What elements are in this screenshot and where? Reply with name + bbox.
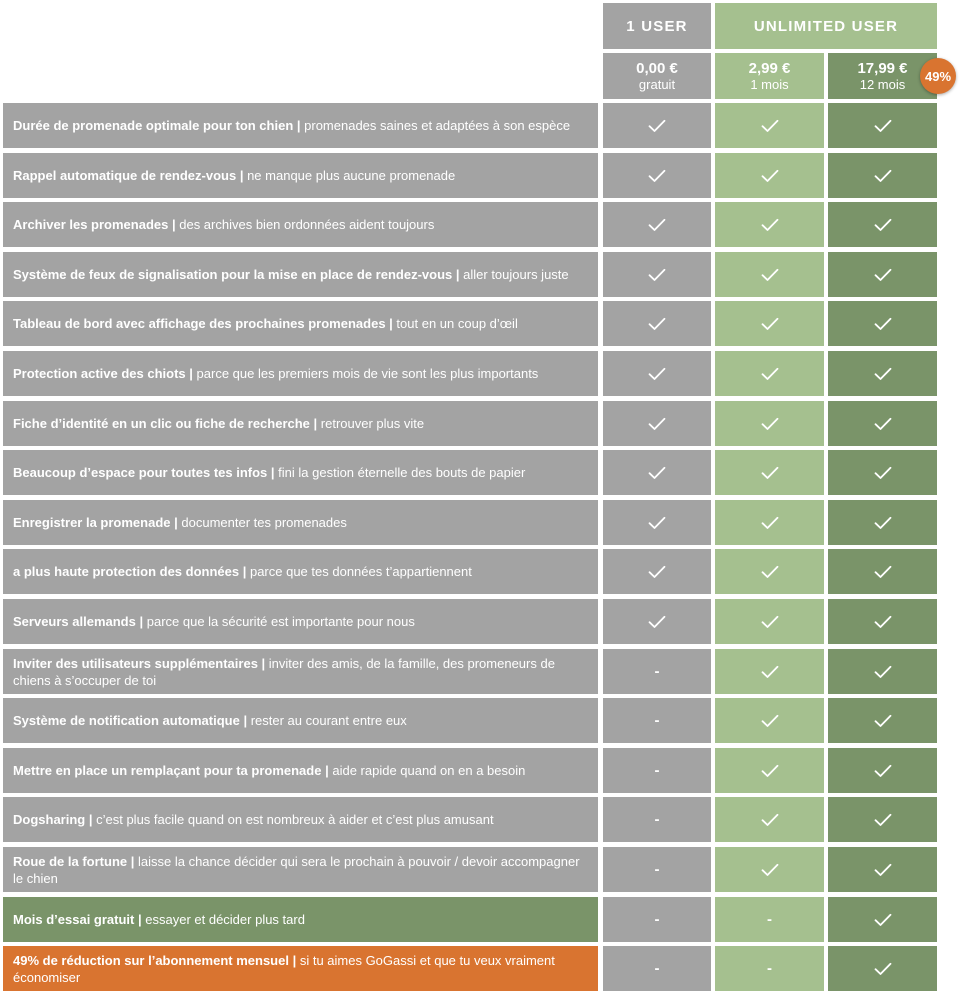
cell-free	[603, 401, 711, 446]
cell-free	[603, 500, 711, 545]
feature-description: retrouver plus vite	[320, 416, 425, 431]
checkmark-icon	[874, 565, 892, 579]
feature-row	[3, 649, 598, 694]
feature-description: promenades saines et adaptées à son espèce	[304, 118, 571, 133]
feature-text	[13, 712, 407, 729]
cell-yearly	[828, 401, 937, 446]
feature-row	[3, 847, 598, 892]
cell-monthly	[715, 599, 824, 644]
cell-monthly	[715, 698, 824, 743]
feature-separator: |	[239, 564, 250, 579]
feature-description: des archives bien ordonnées aident toujours	[179, 217, 435, 232]
checkmark-icon	[648, 565, 666, 579]
checkmark-icon	[648, 317, 666, 331]
feature-row	[3, 500, 598, 545]
feature-separator: |	[293, 118, 305, 133]
feature-title: Archiver les promenades	[13, 217, 169, 232]
price-monthly-period: 1 mois	[750, 77, 789, 92]
checkmark-icon	[648, 119, 666, 133]
checkmark-icon	[874, 863, 892, 877]
not-included-dash: -	[767, 960, 772, 977]
checkmark-icon	[648, 417, 666, 431]
feature-description: si tu aimes GoGassi et que tu veux vraiment économiser	[13, 952, 555, 985]
feature-separator: |	[185, 366, 197, 381]
cell-free	[603, 103, 711, 148]
cell-free	[603, 202, 711, 247]
feature-separator: |	[385, 316, 397, 331]
checkmark-icon	[874, 913, 892, 927]
feature-title: Enregistrer la promenade	[13, 515, 171, 530]
feature-separator: |	[309, 416, 321, 431]
checkmark-icon	[874, 466, 892, 480]
cell-yearly	[828, 847, 937, 892]
cell-yearly	[828, 252, 937, 297]
checkmark-icon	[761, 317, 779, 331]
checkmark-icon	[761, 367, 779, 381]
cell-monthly	[715, 401, 824, 446]
checkmark-icon	[761, 417, 779, 431]
cell-yearly	[828, 103, 937, 148]
checkmark-icon	[874, 665, 892, 679]
cell-yearly	[828, 946, 937, 991]
plan-header-1-user	[603, 3, 711, 49]
price-yearly-amount: 17,99 €	[857, 60, 908, 77]
cell-monthly	[715, 649, 824, 694]
feature-title: 49% de réduction sur l’abonnement mensuel	[13, 952, 289, 968]
checkmark-icon	[874, 268, 892, 282]
checkmark-icon	[874, 218, 892, 232]
plan-header-unlimited	[715, 3, 937, 49]
feature-title: Système de notification automatique	[13, 713, 240, 728]
feature-title: Roue de la fortune	[13, 853, 128, 869]
price-free[interactable]	[603, 53, 711, 99]
checkmark-icon	[874, 714, 892, 728]
checkmark-icon	[874, 119, 892, 133]
checkmark-icon	[761, 764, 779, 778]
feature-separator: |	[134, 912, 146, 927]
checkmark-icon	[761, 218, 779, 232]
cell-yearly	[828, 549, 937, 594]
cell-monthly	[715, 252, 824, 297]
cell-free	[603, 649, 711, 694]
checkmark-icon	[874, 169, 892, 183]
not-included-dash: -	[654, 762, 660, 779]
checkmark-icon	[761, 615, 779, 629]
feature-text	[13, 762, 525, 779]
checkmark-icon	[761, 119, 779, 133]
feature-text	[13, 216, 434, 233]
feature-text	[13, 613, 415, 630]
feature-text	[13, 853, 588, 887]
cell-yearly	[828, 897, 937, 942]
feature-row	[3, 351, 598, 396]
checkmark-icon	[761, 466, 779, 480]
not-included-dash: -	[654, 861, 660, 878]
feature-description: aller toujours juste	[463, 267, 569, 282]
not-included-dash: -	[654, 811, 660, 828]
checkmark-icon	[648, 169, 666, 183]
feature-text	[13, 811, 494, 828]
cell-monthly	[715, 897, 824, 942]
cell-monthly	[715, 797, 824, 842]
checkmark-icon	[874, 962, 892, 976]
feature-text	[13, 952, 588, 986]
cell-monthly	[715, 946, 824, 991]
feature-description: aide rapide quand on en a besoin	[332, 763, 526, 778]
feature-text	[13, 911, 305, 928]
feature-text	[13, 464, 525, 481]
feature-description: laisse la chance décider qui sera le prochain à pouvoir / devoir accompagner le chien	[13, 853, 580, 886]
checkmark-icon	[648, 367, 666, 381]
checkmark-icon	[761, 516, 779, 530]
not-included-dash: -	[654, 712, 660, 729]
checkmark-icon	[761, 863, 779, 877]
cell-free	[603, 847, 711, 892]
cell-free	[603, 599, 711, 644]
not-included-dash: -	[654, 663, 660, 680]
feature-row	[3, 897, 598, 942]
cell-yearly	[828, 599, 937, 644]
feature-title: Mois d’essai gratuit	[13, 912, 135, 927]
feature-description: parce que les premiers mois de vie sont les plus importants	[196, 366, 539, 381]
price-free-amount: 0,00 €	[636, 60, 678, 77]
feature-row	[3, 252, 598, 297]
cell-free	[603, 897, 711, 942]
cell-free	[603, 748, 711, 793]
feature-row	[3, 153, 598, 198]
feature-text	[13, 563, 472, 580]
cell-free	[603, 946, 711, 991]
cell-free	[603, 252, 711, 297]
feature-description: c’est plus facile quand on est nombreux à aider et c’est plus amusant	[96, 812, 494, 827]
cell-yearly	[828, 450, 937, 495]
discount-badge: 49%	[920, 58, 956, 94]
feature-separator: |	[127, 853, 138, 869]
feature-title: Beaucoup d’espace pour toutes tes infos	[13, 465, 268, 480]
cell-monthly	[715, 748, 824, 793]
checkmark-icon	[648, 268, 666, 282]
feature-title: a plus haute protection des données	[13, 564, 240, 579]
cell-monthly	[715, 351, 824, 396]
checkmark-icon	[874, 317, 892, 331]
checkmark-icon	[648, 516, 666, 530]
cell-yearly	[828, 301, 937, 346]
checkmark-icon	[648, 218, 666, 232]
not-included-dash: -	[767, 911, 772, 928]
feature-title: Serveurs allemands	[13, 614, 136, 629]
feature-separator: |	[168, 217, 180, 232]
feature-description: parce que tes données t’appartiennent	[249, 564, 472, 579]
checkmark-icon	[761, 665, 779, 679]
feature-row	[3, 450, 598, 495]
feature-description: tout en un coup d’œil	[396, 316, 518, 331]
feature-row	[3, 946, 598, 991]
cell-free	[603, 351, 711, 396]
cell-yearly	[828, 698, 937, 743]
cell-free	[603, 797, 711, 842]
feature-row	[3, 698, 598, 743]
cell-monthly	[715, 549, 824, 594]
cell-yearly	[828, 351, 937, 396]
feature-row	[3, 748, 598, 793]
price-monthly-amount: 2,99 €	[748, 60, 791, 77]
plan-name-1-user: 1 USER	[626, 17, 688, 35]
checkmark-icon	[648, 615, 666, 629]
feature-text	[13, 117, 570, 134]
feature-title: Rappel automatique de rendez-vous	[13, 168, 237, 183]
price-monthly[interactable]	[715, 53, 824, 99]
price-free-period: gratuit	[638, 77, 676, 92]
feature-title: Mettre en place un remplaçant pour ta promenade	[13, 763, 322, 778]
feature-separator: |	[321, 763, 333, 778]
feature-description: parce que la sécurité est importante pour nous	[146, 614, 415, 629]
cell-monthly	[715, 450, 824, 495]
feature-separator: |	[257, 655, 269, 671]
feature-text	[13, 266, 569, 283]
feature-separator: |	[236, 168, 248, 183]
checkmark-icon	[761, 268, 779, 282]
not-included-dash: -	[654, 911, 660, 928]
feature-title: Système de feux de signalisation pour la mise en place de rendez-vous	[13, 267, 453, 282]
feature-title: Durée de promenade optimale pour ton chien	[13, 118, 294, 133]
feature-row	[3, 401, 598, 446]
cell-monthly	[715, 153, 824, 198]
feature-title: Protection active des chiots	[13, 366, 186, 381]
cell-free	[603, 549, 711, 594]
feature-text	[13, 365, 538, 382]
feature-description: essayer et décider plus tard	[145, 912, 305, 927]
checkmark-icon	[761, 714, 779, 728]
feature-description: inviter des amis, de la famille, des promeneurs de chiens à s’occuper de toi	[13, 655, 555, 688]
checkmark-icon	[874, 516, 892, 530]
cell-yearly	[828, 797, 937, 842]
cell-yearly	[828, 748, 937, 793]
feature-row	[3, 202, 598, 247]
plan-name-unlimited: UNLIMITED USER	[753, 17, 899, 35]
price-yearly-period: 12 mois	[859, 77, 906, 92]
cell-monthly	[715, 500, 824, 545]
cell-free	[603, 698, 711, 743]
checkmark-icon	[874, 417, 892, 431]
feature-title: Dogsharing	[13, 812, 86, 827]
feature-row	[3, 103, 598, 148]
feature-row	[3, 599, 598, 644]
feature-description: fini la gestion éternelle des bouts de papier	[278, 465, 526, 480]
cell-free	[603, 450, 711, 495]
checkmark-icon	[761, 169, 779, 183]
feature-title: Tableau de bord avec affichage des prochaines promenades	[13, 316, 386, 331]
cell-monthly	[715, 202, 824, 247]
feature-description: ne manque plus aucune promenade	[247, 168, 456, 183]
feature-separator: |	[85, 812, 97, 827]
feature-text	[13, 315, 518, 332]
feature-row	[3, 797, 598, 842]
feature-separator: |	[135, 614, 147, 629]
feature-title: Fiche d’identité en un clic ou fiche de recherche	[13, 416, 310, 431]
feature-row	[3, 549, 598, 594]
checkmark-icon	[648, 466, 666, 480]
cell-monthly	[715, 103, 824, 148]
checkmark-icon	[761, 813, 779, 827]
checkmark-icon	[874, 813, 892, 827]
feature-separator: |	[267, 465, 279, 480]
feature-description: documenter tes promenades	[181, 515, 347, 530]
cell-free	[603, 301, 711, 346]
cell-yearly	[828, 500, 937, 545]
feature-separator: |	[452, 267, 464, 282]
checkmark-icon	[874, 367, 892, 381]
cell-free	[603, 153, 711, 198]
feature-separator: |	[239, 713, 251, 728]
cell-yearly	[828, 649, 937, 694]
feature-separator: |	[288, 952, 300, 968]
feature-row	[3, 301, 598, 346]
checkmark-icon	[874, 615, 892, 629]
feature-text	[13, 167, 455, 184]
cell-monthly	[715, 301, 824, 346]
cell-monthly	[715, 847, 824, 892]
cell-yearly	[828, 202, 937, 247]
checkmark-icon	[761, 565, 779, 579]
feature-title: Inviter des utilisateurs supplémentaires	[13, 655, 258, 671]
feature-text	[13, 514, 347, 531]
feature-description: rester au courant entre eux	[250, 713, 407, 728]
checkmark-icon	[874, 764, 892, 778]
feature-text	[13, 655, 588, 689]
feature-text	[13, 415, 424, 432]
cell-yearly	[828, 153, 937, 198]
not-included-dash: -	[654, 960, 660, 977]
feature-separator: |	[170, 515, 182, 530]
